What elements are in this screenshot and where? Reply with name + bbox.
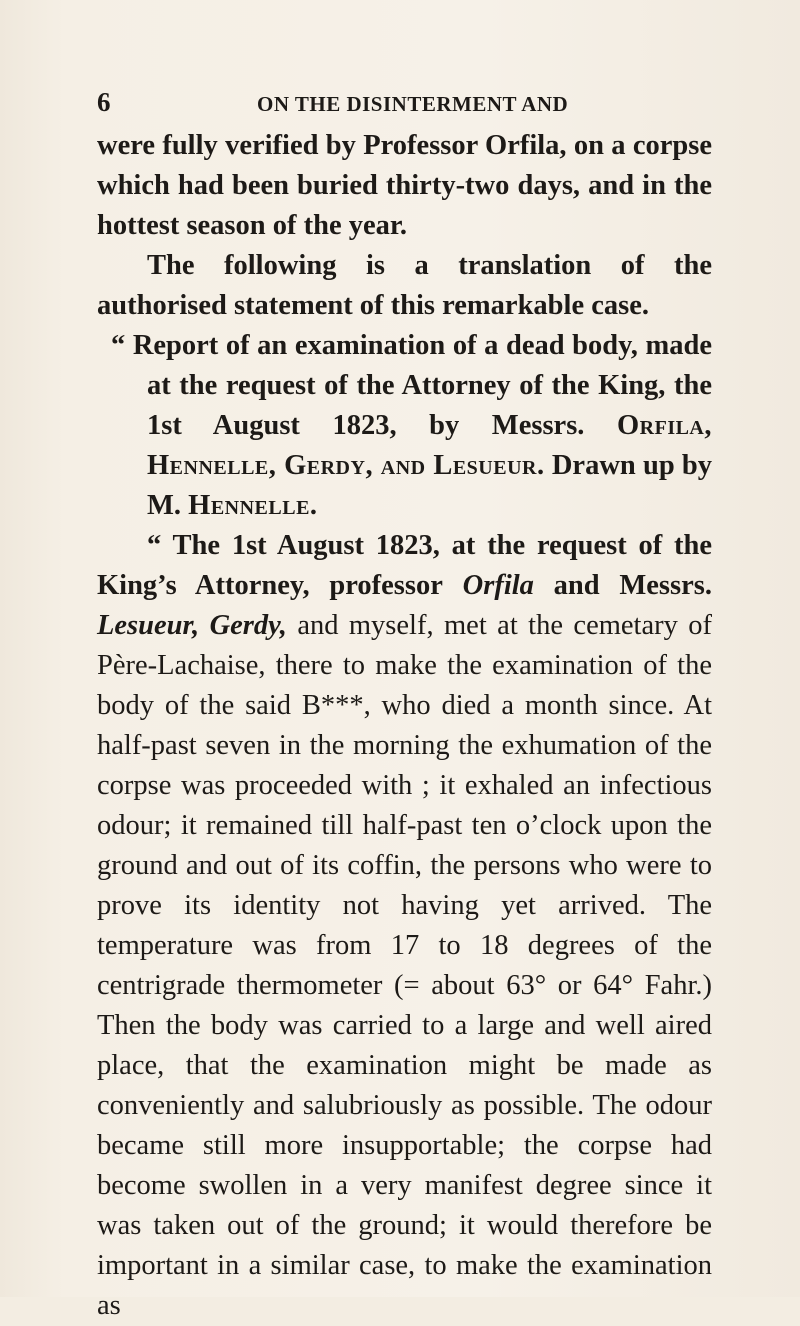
body-text <box>97 126 712 1326</box>
report-body-part3: and myself, met at the cemetary of Père-Lachaise, there to make the examination of the body of the said B***, who died a month since. At half-past seven in the morning the exhumation of the corpse was proceeded with ; it exhaled an infectious odour; it remained till half-past ten o’clock upon the ground and out of its coffin, the persons who were to prove its identity not having yet arrived. The temperature was from 17 to 18 degrees of the centrigrade thermometer (= about 63° or 64° Fahr.) Then the body was carried to a large and well aired place, that the examination might be made as conveniently and salubriously as possible. The odour became still more insupportable; the corpse had become swollen in a very manifest degree since it was taken out of the ground; it would therefore be important in a similar case, to make the examination as <box>97 610 713 1321</box>
report-title <box>111 326 713 526</box>
report-title-block <box>97 326 712 526</box>
report-body-part2: and Messrs. <box>553 570 712 601</box>
page-number: 6 <box>97 87 111 117</box>
report-body-part1: “ The 1st August 1823, at the request of the King’s Attorney, professor <box>97 530 712 601</box>
report-title-text: “ Report of an examination of a dead body, made at the request of the Attorney of the King, the 1st August 1823, by Messrs. <box>111 330 712 441</box>
names-lesueur-gerdy: Lesueur, Gerdy, <box>97 610 287 641</box>
page-header <box>97 86 707 118</box>
paragraph-translation-intro: The following is a translation of the authorised statement of this remarkable case. <box>97 250 712 321</box>
name-orfila: Orfila <box>462 570 534 601</box>
paragraph-report-body <box>97 526 712 1326</box>
paragraph-continuation: were fully verified by Professor Orfila, on a corpse which had been buried thirty-two days, and in the hottest season of the year. <box>97 130 712 241</box>
running-head: ON THE DISINTERMENT AND <box>257 92 569 116</box>
report-authors: Orfila, Hennelle, Gerdy, and Lesueur. <box>147 410 713 481</box>
report-drawn-prefix: Drawn up by M. <box>147 450 713 521</box>
report-drawn-name: Hennelle. <box>188 490 318 521</box>
